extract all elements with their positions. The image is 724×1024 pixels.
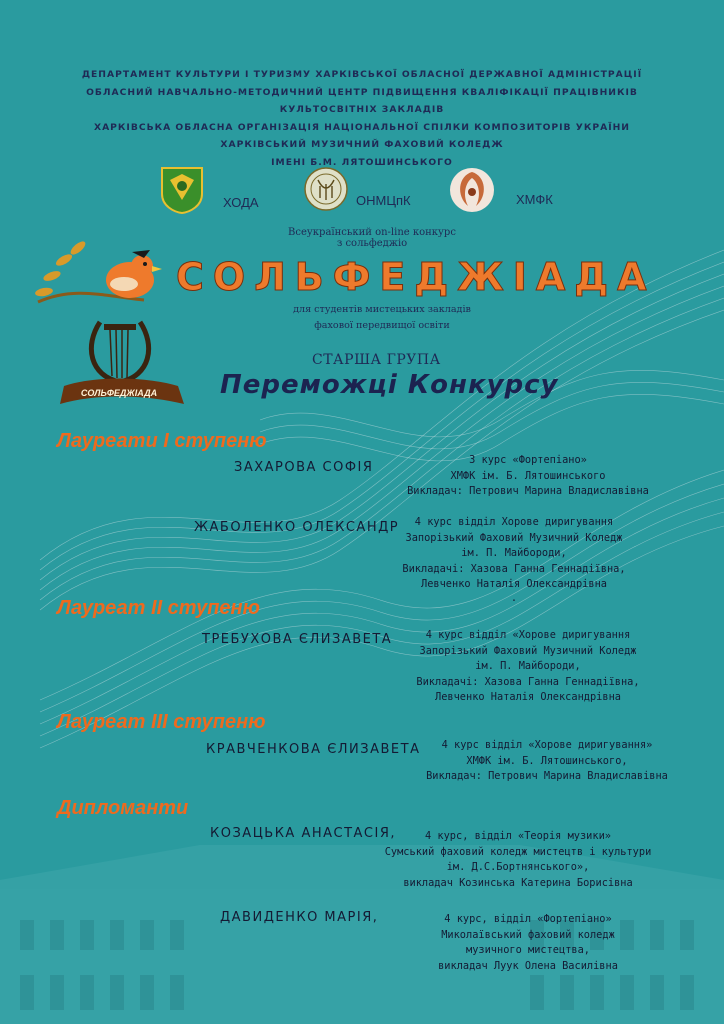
winner-name: ЖАБОЛЕНКО ОЛЕКСАНДР: [194, 520, 400, 535]
detail-line: 4 курс відділ «Хорове диригування»: [441, 739, 653, 751]
contest-line-2: з сольфеджіо: [336, 238, 408, 249]
detail-line: Запорізький Фаховий Музичний Коледж: [419, 644, 637, 657]
emblem-label: СОЛЬФЕДЖІАДА: [80, 388, 158, 398]
winner-details: [388, 453, 668, 500]
detail-line: .: [510, 591, 518, 604]
winner-name: КРАВЧЕНКОВА ЄЛИЗАВЕТА: [206, 742, 421, 757]
winner-details: [378, 515, 650, 603]
detail-line: ім. Д.С.Бортнянського»,: [446, 861, 590, 873]
detail-line: 4 курс відділ Хорове диригування: [414, 516, 614, 528]
organizers-header: [0, 66, 724, 172]
contest-audience: [266, 302, 498, 334]
detail-line: Викладач: Петрович Марина Владиславівна: [407, 485, 649, 497]
detail-line: музичного мистецтва,: [466, 944, 590, 956]
header-line: КУЛЬТОСВІТНІХ ЗАКЛАДІВ: [279, 104, 445, 116]
section-laureate-2: Лауреат ІІ ступеню: [57, 597, 260, 619]
header-line: ОБЛАСНИЙ НАВЧАЛЬНО-МЕТОДИЧНИЙ ЦЕНТР ПІДВИЩЕННЯ КВАЛІФІКАЦІЇ ПРАЦІВНИКІВ: [86, 86, 638, 98]
detail-line: Викладачі: Хазова Ганна Геннадіївна,: [416, 675, 640, 688]
winner-name: КОЗАЦЬКА АНАСТАСІЯ,: [210, 826, 397, 841]
detail-line: Викладачі: Хазова Ганна Геннадіївна,: [402, 562, 626, 575]
audience-line-2: фахової передвищої освіти: [314, 320, 450, 331]
detail-line: ім. П. Майбороди,: [461, 547, 567, 559]
detail-line: Викладач: Петрович Марина Владиславівна: [426, 770, 668, 782]
detail-line: Левченко Наталія Олександрівна: [435, 691, 621, 703]
header-line: ХАРКІВСЬКА ОБЛАСНА ОРГАНІЗАЦІЯ НАЦІОНАЛЬНОЇ СПІЛКИ КОМПОЗИТОРІВ УКРАЇНИ: [93, 121, 630, 133]
winner-details: [392, 628, 664, 706]
winner-name: ТРЕБУХОВА ЄЛИЗАВЕТА: [202, 632, 393, 647]
section-laureate-3: Лауреат ІІІ ступеню: [57, 711, 266, 733]
header-line: ІМЕНІ Б.М. ЛЯТОШИНСЬКОГО: [271, 156, 453, 168]
winner-name: ДАВИДЕНКО МАРІЯ,: [220, 910, 379, 925]
header-line: ДЕПАРТАМЕНТ КУЛЬТУРИ І ТУРИЗМУ ХАРКІВСЬКОЇ ОБЛАСНОЇ ДЕРЖАВНОЇ АДМІНІСТРАЦІЇ: [81, 69, 643, 80]
header-line: ХАРКІВСЬКИЙ МУЗИЧНИЙ ФАХОВИЙ КОЛЕДЖ: [220, 139, 504, 151]
detail-line: викладач Козинська Катерина Борисівна: [403, 876, 633, 889]
contest-type: [262, 227, 482, 249]
winner-details: [362, 829, 674, 891]
detail-line: ХМФК ім. Б. Лятошинського: [450, 469, 606, 482]
detail-line: Сумський фаховий коледж мистецтв і культури: [384, 845, 652, 858]
section-laureates-1: Лауреати І ступеню: [57, 430, 267, 452]
hoda-coat-of-arms-icon: [160, 166, 204, 214]
winner-details: [406, 912, 650, 974]
solfeggio-bird-lyre-emblem-icon: [34, 226, 200, 412]
group-title: СТАРША ГРУПА: [312, 352, 441, 368]
detail-line: ХМФК ім. Б. Лятошинського,: [466, 754, 628, 767]
detail-line: ім. П. Майбороди,: [475, 660, 581, 672]
audience-line-1: для студентів мистецьких закладів: [293, 304, 471, 315]
detail-line: 4 курс, відділ «Теорія музики»: [425, 830, 611, 842]
detail-line: Миколаївський фаховий коледж: [441, 928, 615, 941]
section-diplomants: Дипломанти: [57, 797, 189, 819]
winner-details: [406, 738, 688, 785]
detail-line: 4 курс відділ «Хорове диригування: [425, 629, 631, 641]
detail-line: Левченко Наталія Олександрівна: [421, 578, 607, 590]
winner-name: ЗАХАРОВА СОФІЯ: [234, 460, 374, 475]
hmfk-emblem-icon: [448, 166, 496, 214]
detail-line: викладач Луук Олена Василівна: [438, 959, 618, 972]
onmc-label: ОНМЦпК: [356, 193, 411, 208]
detail-line: 4 курс, відділ «Фортепіано»: [444, 913, 612, 925]
detail-line: 3 курс «Фортепіано»: [469, 454, 587, 466]
onmc-emblem-icon: [303, 166, 349, 212]
contest-title: СОЛЬФЕДЖІАДА: [176, 255, 656, 299]
hmfk-label: ХМФК: [516, 192, 553, 207]
hoda-label: ХОДА: [223, 195, 259, 210]
winners-title: Переможці Конкурсу: [220, 370, 559, 400]
contest-line-1: Всеукраїнський on-line конкурс: [288, 227, 456, 238]
detail-line: Запорізький Фаховий Музичний Коледж: [405, 531, 623, 544]
